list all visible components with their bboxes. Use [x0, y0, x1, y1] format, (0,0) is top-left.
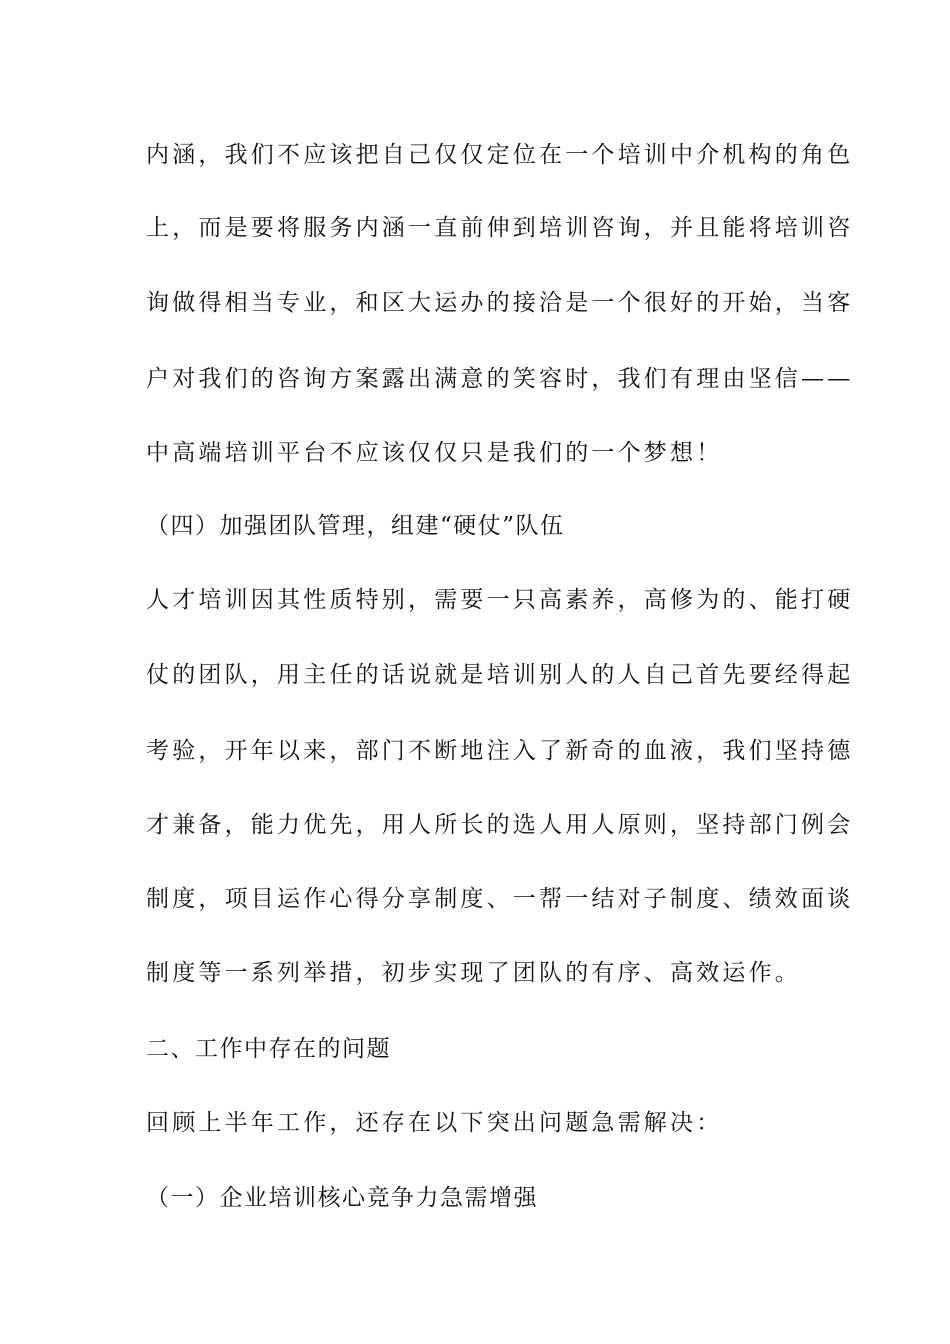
paragraph-line: 询做得相当专业，和区大运办的接洽是一个很好的开始，当客: [146, 290, 854, 316]
paragraph-line: 才兼备，能力优先，用人所长的选人用人原则，坚持部门例会: [146, 812, 854, 838]
paragraph-line: 上，而是要将服务内涵一直前伸到培训咨询，并且能将培训咨: [146, 215, 854, 241]
paragraph-line: 回顾上半年工作，还存在以下突出问题急需解决：: [146, 1110, 723, 1136]
paragraph-line: 户对我们的咨询方案露出满意的笑容时，我们有理由坚信——: [146, 366, 854, 392]
paragraph-line: 制度，项目运作心得分享制度、一帮一结对子制度、绩效面谈: [146, 886, 854, 912]
paragraph-line: 内涵，我们不应该把自己仅仅定位在一个培训中介机构的角色: [146, 142, 854, 168]
section-heading: （四）加强团队管理，组建“硬仗”队伍: [146, 513, 565, 539]
paragraph-line: 考验，开年以来，部门不断地注入了新奇的血液，我们坚持德: [146, 738, 854, 764]
section-heading: 二、工作中存在的问题: [146, 1036, 391, 1062]
section-heading: （一）企业培训核心竞争力急需增强: [146, 1185, 538, 1211]
paragraph-line: 仗的团队，用主任的话说就是培训别人的人自己首先要经得起: [146, 662, 854, 688]
paragraph-line: 中高端培训平台不应该仅仅只是我们的一个梦想！: [146, 440, 723, 466]
paragraph-line: 制度等一系列举措，初步实现了团队的有序、高效运作。: [146, 960, 801, 986]
paragraph-line: 人才培训因其性质特别，需要一只高素养，高修为的、能打硬: [146, 587, 854, 613]
